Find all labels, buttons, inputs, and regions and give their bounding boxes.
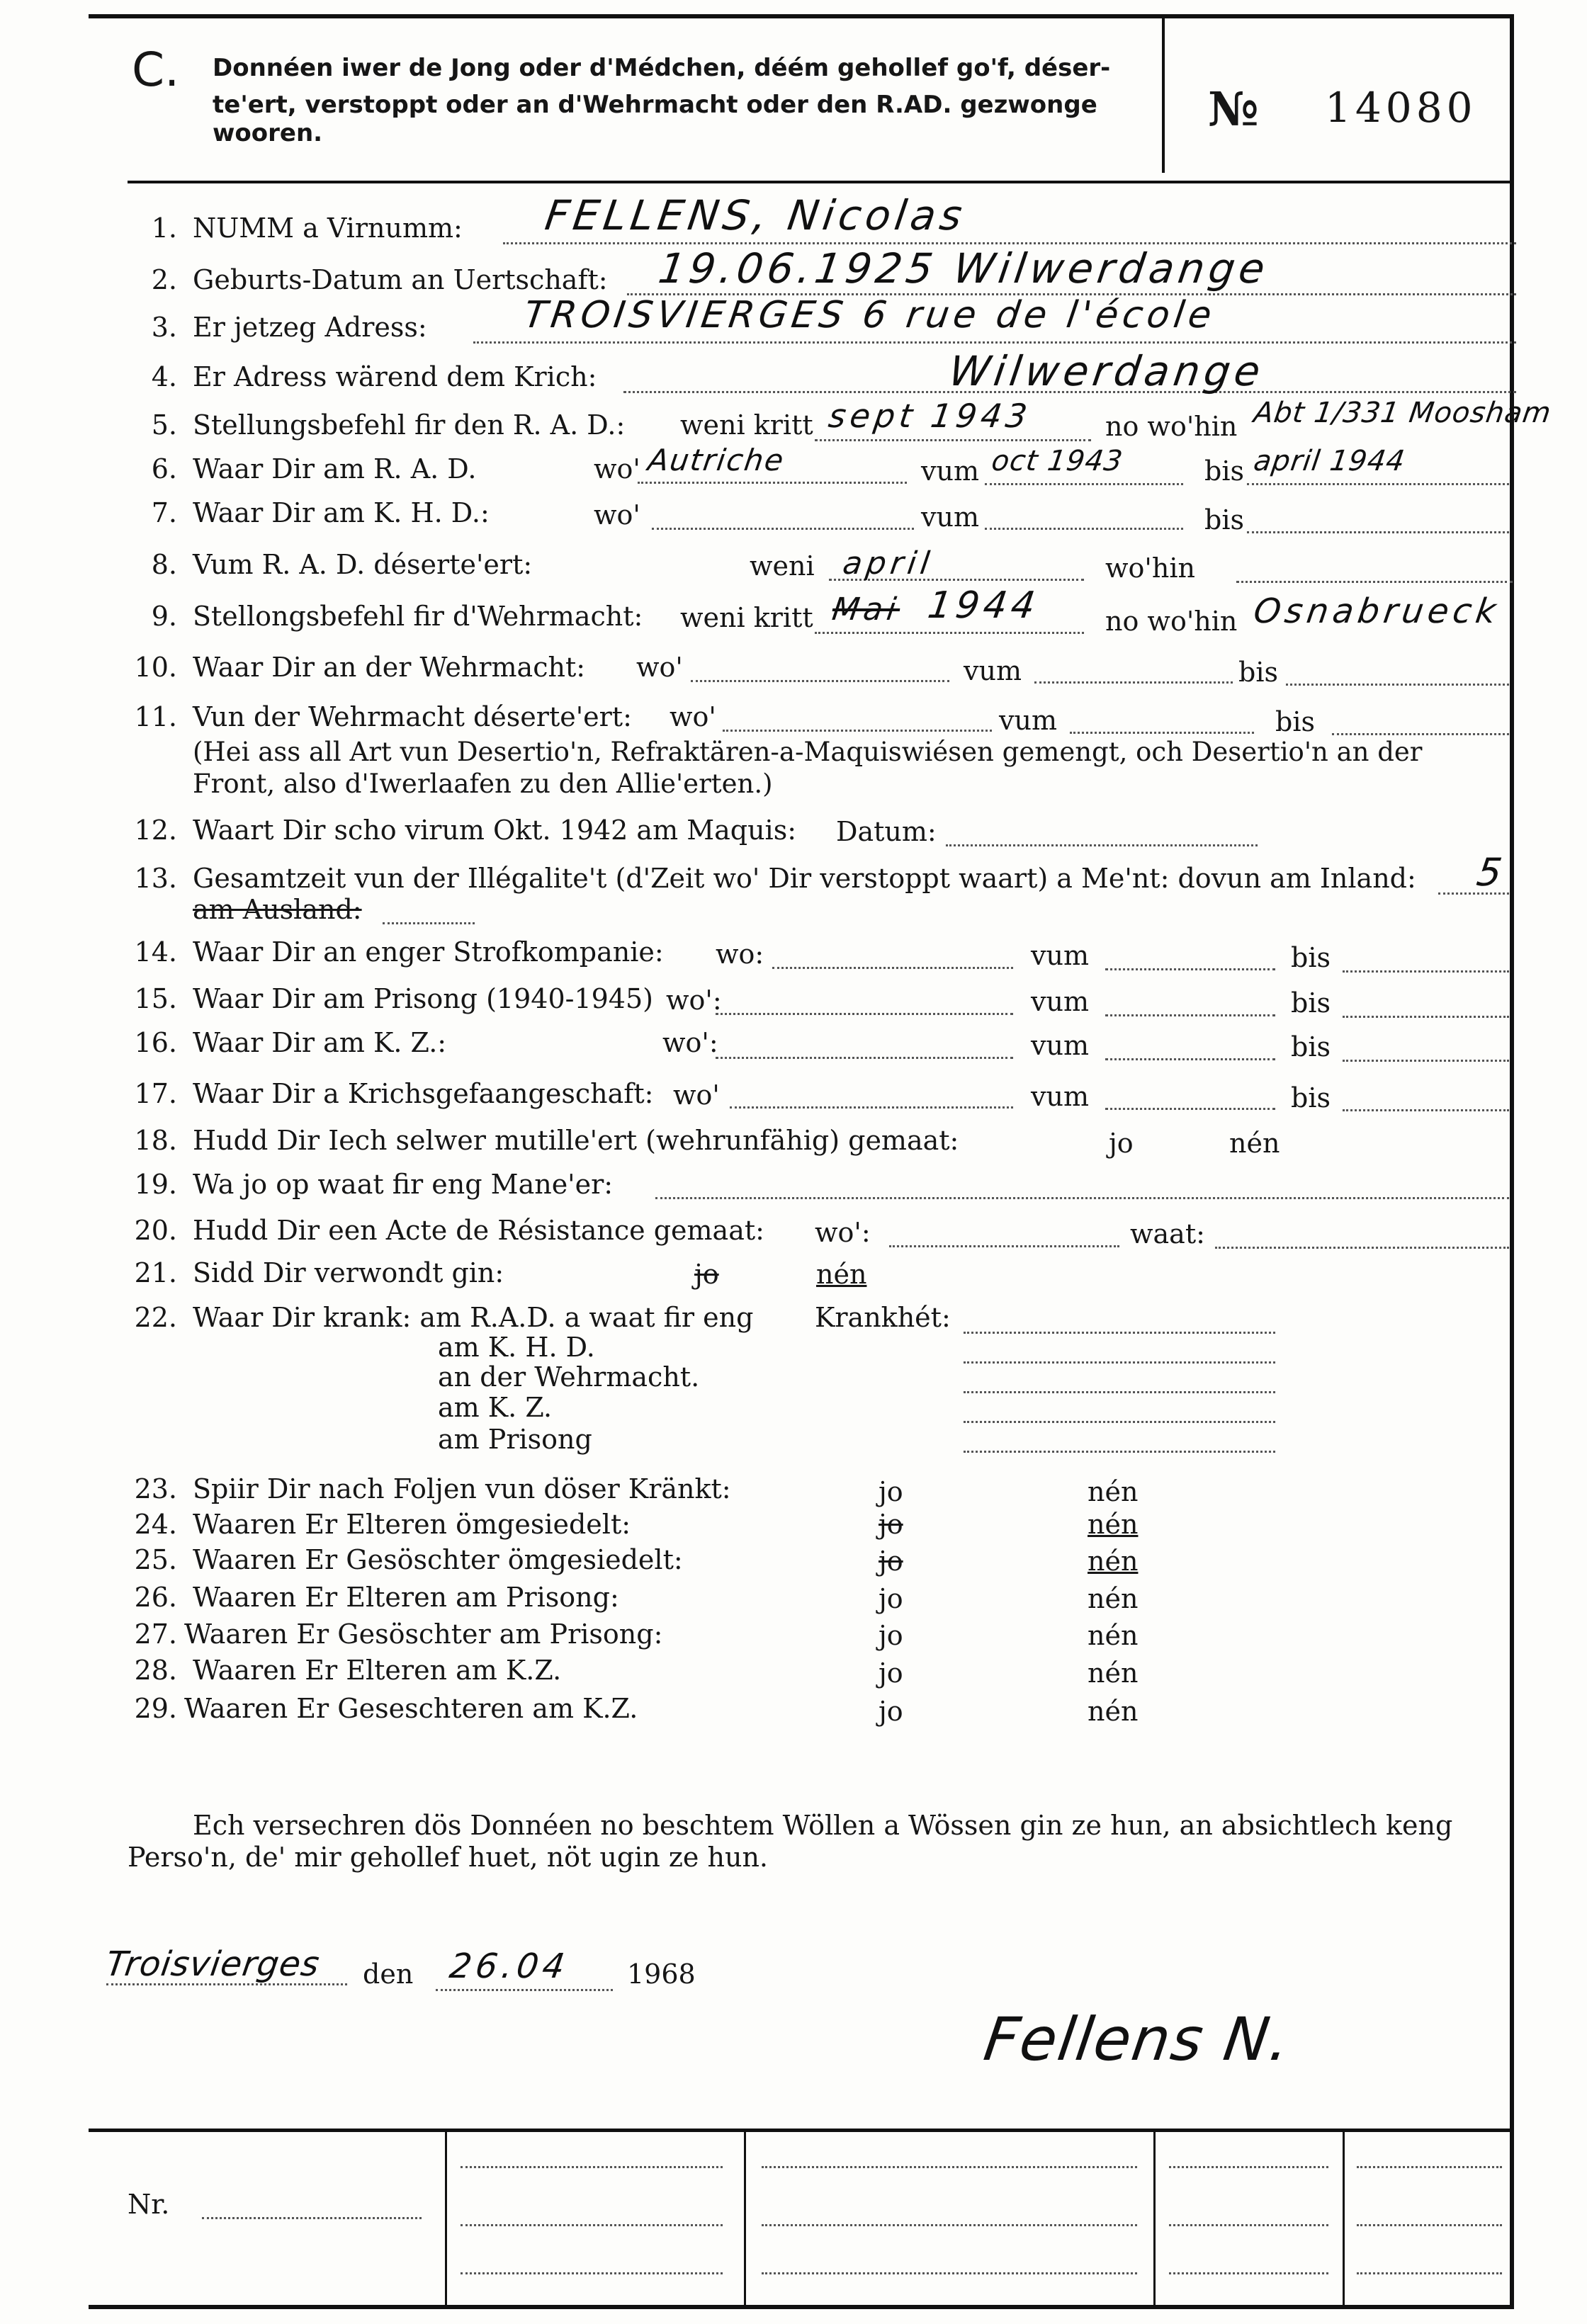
footer-col-4 xyxy=(1343,2129,1345,2306)
field-14-wo-label: wo: xyxy=(716,939,764,970)
field-20-waat-line xyxy=(1215,1247,1509,1249)
field-7-wo-line xyxy=(652,528,914,530)
field-6-bis-line xyxy=(1247,483,1509,485)
field-13-number: 13. xyxy=(134,863,177,894)
field-22-sub-2: an der Wehrmacht. xyxy=(438,1361,700,1393)
field-28-nen[interactable]: nén xyxy=(1088,1657,1139,1689)
field-6-wo-line xyxy=(638,482,907,484)
field-16-vum-line xyxy=(1105,1058,1275,1060)
field-16-wo-label: wo': xyxy=(662,1027,718,1058)
field-17-wo-line xyxy=(730,1106,1013,1109)
field-11-label: Vun der Wehrmacht déserte'ert: xyxy=(193,701,632,732)
field-20-wo-line xyxy=(889,1245,1119,1247)
field-22-line-3 xyxy=(964,1421,1275,1423)
frame-right xyxy=(1510,14,1514,2309)
field-12-label: Waart Dir scho virum Okt. 1942 am Maquis: xyxy=(193,815,797,846)
field-7-vum-line xyxy=(985,528,1183,530)
field-2-label: Geburts-Datum an Uertschaft: xyxy=(193,264,608,295)
footer-nr-line xyxy=(202,2217,422,2219)
field-26-jo[interactable]: jo xyxy=(879,1583,903,1614)
field-15-wo-label: wo': xyxy=(666,985,722,1016)
field-23-label: Spiir Dir nach Foljen vun döser Kränkt: xyxy=(193,1473,731,1504)
number-sign: № xyxy=(1208,81,1259,137)
field-11-wo-line xyxy=(723,730,992,732)
field-17-label: Waar Dir a Krichsgefaangeschaft: xyxy=(193,1078,654,1109)
field-11-bis-label: bis xyxy=(1275,706,1315,737)
field-6-vum-value[interactable]: oct 1943 xyxy=(989,445,1125,477)
field-11-number: 11. xyxy=(134,701,177,732)
field-1-number: 1. xyxy=(151,212,177,244)
footer-c2-line-2 xyxy=(461,2224,723,2226)
field-27-label: Waaren Er Gesöschter am Prisong: xyxy=(184,1619,663,1650)
footer-c4-line-2 xyxy=(1169,2224,1328,2226)
frame-top xyxy=(89,14,1513,18)
field-15-vum-label: vum xyxy=(1031,986,1089,1017)
field-20-label: Hudd Dir een Acte de Résistance gemaat: xyxy=(193,1215,764,1246)
field-5-number: 5. xyxy=(151,409,177,441)
footer-c2-line-1 xyxy=(461,2166,723,2168)
field-7-bis-label: bis xyxy=(1204,504,1244,535)
footer-c4-line-3 xyxy=(1169,2272,1328,2274)
field-24-number: 24. xyxy=(134,1509,177,1540)
field-10-bis-line xyxy=(1286,684,1509,686)
field-17-number: 17. xyxy=(134,1078,177,1109)
field-11-note-1: (Hei ass all Art vun Desertio'n, Refraktären-a-Maquiswiésen gemengt, och Desertio'n an der xyxy=(193,737,1423,767)
header-title-line-2: te'ert, verstoppt oder an d'Wehrmacht oder den R.AD. gezwonge xyxy=(213,91,1097,119)
footer-c2-line-3 xyxy=(461,2272,723,2274)
field-16-wo-line xyxy=(716,1057,1013,1059)
field-17-wo-label: wo' xyxy=(673,1079,720,1111)
field-6-number: 6. xyxy=(151,453,177,484)
field-9-number: 9. xyxy=(151,601,177,632)
field-6-label: Waar Dir am R. A. D. xyxy=(193,453,477,484)
field-28-jo[interactable]: jo xyxy=(879,1657,903,1689)
field-17-bis-line xyxy=(1343,1109,1509,1111)
field-14-number: 14. xyxy=(134,936,177,968)
field-5-weni-value[interactable]: sept 1943 xyxy=(826,397,1034,435)
field-13-label: Gesamtzeit vun der Illégalite't (d'Zeit wo' Dir verstoppt waart) a Me'nt: dovun am Inland: xyxy=(193,863,1416,894)
field-5-nowohin-value[interactable]: Abt 1/331 Moosham xyxy=(1251,397,1554,429)
header-title-line-1: Donnéen iwer de Jong oder d'Médchen, déém gehollef go'f, déser- xyxy=(213,54,1111,82)
signing-place-line xyxy=(106,1983,347,1985)
field-26-label: Waaren Er Elteren am Prisong: xyxy=(193,1582,619,1613)
field-11-note-2: Front, also d'Iwerlaafen zu den Allie'erten.) xyxy=(193,769,773,799)
field-17-bis-label: bis xyxy=(1291,1082,1331,1113)
signing-date-line xyxy=(436,1989,613,1991)
field-6-bis-value[interactable]: april 1944 xyxy=(1251,445,1408,477)
field-12-datum-label: Datum: xyxy=(836,816,937,847)
footer-c3-line-2 xyxy=(762,2224,1137,2226)
field-27-number: 27. xyxy=(134,1619,177,1650)
field-10-vum-line xyxy=(1034,681,1233,684)
field-22-line-2 xyxy=(964,1391,1275,1393)
field-1-label: NUMM a Virnumm: xyxy=(193,212,463,244)
field-21-label: Sidd Dir verwondt gin: xyxy=(193,1257,504,1288)
field-10-label: Waar Dir an der Wehrmacht: xyxy=(193,652,586,683)
field-24-jo[interactable]: jo xyxy=(879,1509,903,1540)
field-20-number: 20. xyxy=(134,1215,177,1246)
field-9-nowohin-label: no wo'hin xyxy=(1105,606,1238,637)
field-10-number: 10. xyxy=(134,652,177,683)
field-22-label: Waar Dir krank: am R.A.D. a waat fir eng xyxy=(193,1302,754,1333)
field-11-bis-line xyxy=(1332,733,1509,735)
header-title-line-3: wooren. xyxy=(213,119,323,147)
field-9-weni-struck[interactable]: Mai xyxy=(830,591,903,628)
field-23-jo[interactable]: jo xyxy=(879,1476,903,1507)
field-18-nen[interactable]: nén xyxy=(1229,1128,1280,1159)
field-14-bis-label: bis xyxy=(1291,942,1331,973)
field-7-bis-line xyxy=(1247,531,1509,533)
field-3-label: Er jetzeg Adress: xyxy=(193,312,427,343)
declaration-line-2: Perso'n, de' mir gehollef huet, nöt ugin ze hun. xyxy=(128,1842,769,1873)
field-8-weni-label: weni xyxy=(750,550,815,582)
field-27-jo[interactable]: jo xyxy=(879,1620,903,1651)
footer-nr-label: Nr. xyxy=(128,2189,170,2220)
field-9-weni-label: weni kritt xyxy=(680,602,813,633)
field-8-wohin-line xyxy=(1236,581,1513,583)
field-14-bis-line xyxy=(1343,970,1509,973)
field-18-number: 18. xyxy=(134,1125,177,1156)
form-number: 14080 xyxy=(1325,84,1477,132)
field-7-wo-label: wo' xyxy=(594,499,640,531)
field-9-nowohin-value[interactable]: Osnabrueck xyxy=(1251,591,1503,631)
field-16-number: 16. xyxy=(134,1027,177,1058)
field-17-vum-label: vum xyxy=(1031,1081,1089,1112)
field-1-value[interactable]: FELLENS, Nicolas xyxy=(542,191,969,239)
field-13-ausland-line xyxy=(383,922,475,924)
field-8-number: 8. xyxy=(151,549,177,580)
field-3-value[interactable]: TROISVIERGES 6 rue de l'école xyxy=(521,294,1219,336)
field-6-wo-value[interactable]: Autriche xyxy=(645,443,787,477)
footer-c5-line-2 xyxy=(1357,2224,1502,2226)
field-22-number: 22. xyxy=(134,1302,177,1333)
field-16-label: Waar Dir am K. Z.: xyxy=(193,1027,447,1058)
field-15-label: Waar Dir am Prisong (1940-1945) xyxy=(193,983,653,1014)
field-29-nen[interactable]: nén xyxy=(1088,1696,1139,1727)
field-9-weni-line xyxy=(815,632,1084,634)
field-16-bis-line xyxy=(1343,1060,1509,1062)
field-11-vum-label: vum xyxy=(999,705,1057,736)
footer-c4-line-1 xyxy=(1169,2166,1328,2168)
field-14-vum-line xyxy=(1105,968,1275,970)
field-16-bis-label: bis xyxy=(1291,1031,1331,1062)
field-21-number: 21. xyxy=(134,1257,177,1288)
field-22-sub-3: am K. Z. xyxy=(438,1392,553,1423)
field-4-label: Er Adress wärend dem Krich: xyxy=(193,361,597,392)
header-divider-horizontal xyxy=(128,181,1513,183)
field-29-number: 29. xyxy=(134,1693,177,1724)
field-7-label: Waar Dir am K. H. D.: xyxy=(193,497,490,528)
field-21-nen[interactable]: nén xyxy=(816,1259,867,1290)
field-23-nen[interactable]: nén xyxy=(1088,1476,1139,1507)
field-24-nen[interactable]: nén xyxy=(1088,1509,1139,1540)
field-29-jo[interactable]: jo xyxy=(879,1696,903,1727)
field-23-number: 23. xyxy=(134,1473,177,1504)
field-15-number: 15. xyxy=(134,983,177,1014)
footer-c3-line-1 xyxy=(762,2166,1137,2168)
field-12-number: 12. xyxy=(134,815,177,846)
declaration-line-1: Ech versechren dös Donnéen no beschtem Wöllen a Wössen gin ze hun, an absichtlech keng xyxy=(193,1810,1453,1841)
field-10-bis-label: bis xyxy=(1238,657,1278,688)
section-letter: C. xyxy=(132,42,180,97)
field-20-waat-label: waat: xyxy=(1130,1218,1205,1249)
field-13-ausland-label: am Ausland: xyxy=(193,894,362,925)
field-24-label: Waaren Er Elteren ömgesiedelt: xyxy=(193,1509,631,1540)
field-15-wo-line xyxy=(716,1013,1013,1015)
field-19-line xyxy=(655,1197,1509,1199)
field-25-number: 25. xyxy=(134,1544,177,1575)
field-13-inland-value[interactable]: 5 xyxy=(1474,850,1509,895)
field-4-number: 4. xyxy=(151,361,177,392)
field-10-wo-line xyxy=(691,680,949,682)
field-18-label: Hudd Dir Iech selwer mutille'ert (wehrunfähig) gemaat: xyxy=(193,1125,959,1156)
field-5-weni-label: weni kritt xyxy=(680,409,813,441)
field-25-nen[interactable]: nén xyxy=(1088,1546,1139,1577)
field-22-sub-1: am K. H. D. xyxy=(438,1332,595,1363)
footer-c5-line-3 xyxy=(1357,2272,1502,2274)
frame-bottom xyxy=(89,2305,1513,2309)
header-divider-vertical xyxy=(1162,18,1165,173)
field-15-bis-label: bis xyxy=(1291,987,1331,1019)
field-11-wo-label: wo' xyxy=(670,701,716,732)
field-7-vum-label: vum xyxy=(921,501,979,533)
footer-col-3 xyxy=(1153,2129,1156,2306)
field-10-vum-label: vum xyxy=(964,655,1022,686)
field-4-value[interactable]: Wilwerdange xyxy=(946,347,1267,395)
field-3-line xyxy=(473,341,1516,344)
field-25-label: Waaren Er Gesöschter ömgesiedelt: xyxy=(193,1544,683,1575)
field-5-label: Stellungsbefehl fir den R. A. D.: xyxy=(193,409,626,441)
field-22-krankhet: Krankhét: xyxy=(815,1302,951,1333)
field-15-bis-line xyxy=(1343,1016,1509,1018)
field-6-vum-line xyxy=(985,483,1183,485)
field-17-vum-line xyxy=(1105,1108,1275,1110)
field-2-value[interactable]: 19.06.1925 Wilwerdange xyxy=(655,244,1272,293)
signing-date[interactable]: 26.04 xyxy=(447,1946,572,1986)
signing-year: 1968 xyxy=(627,1959,696,1990)
field-9-label: Stellongsbefehl fir d'Wehrmacht: xyxy=(193,601,643,632)
field-10-wo-label: wo' xyxy=(636,652,683,683)
field-18-jo[interactable]: jo xyxy=(1109,1128,1134,1159)
field-7-number: 7. xyxy=(151,497,177,528)
field-22-line-4 xyxy=(964,1451,1275,1453)
field-21-jo[interactable]: jo xyxy=(694,1259,719,1290)
signing-den-label: den xyxy=(363,1959,414,1990)
field-26-number: 26. xyxy=(134,1582,177,1613)
field-8-wohin-label: wo'hin xyxy=(1105,552,1195,584)
field-15-vum-line xyxy=(1105,1014,1275,1016)
field-2-number: 2. xyxy=(151,264,177,295)
footer-c5-line-1 xyxy=(1357,2166,1502,2168)
field-3-number: 3. xyxy=(151,312,177,343)
field-22-line-0 xyxy=(964,1332,1275,1334)
field-19-label: Wa jo op waat fir eng Mane'er: xyxy=(193,1169,614,1200)
field-5-weni-line xyxy=(815,439,1091,441)
footer-col-2 xyxy=(744,2129,746,2306)
field-29-label: Waaren Er Geseschteren am K.Z. xyxy=(184,1693,638,1724)
field-11-vum-line xyxy=(1070,732,1254,734)
field-28-number: 28. xyxy=(134,1655,177,1686)
field-14-label: Waar Dir an enger Strofkompanie: xyxy=(193,936,664,968)
field-20-wo-label: wo': xyxy=(815,1217,871,1248)
signature[interactable]: Fellens N. xyxy=(980,2005,1296,2074)
field-6-bis-label: bis xyxy=(1204,455,1244,487)
field-28-label: Waaren Er Elteren am K.Z. xyxy=(193,1655,562,1686)
field-16-vum-label: vum xyxy=(1031,1030,1089,1061)
field-12-datum-line xyxy=(946,844,1258,846)
field-25-jo[interactable]: jo xyxy=(879,1546,903,1577)
field-5-nowohin-label: no wo'hin xyxy=(1105,411,1238,442)
footer-col-1 xyxy=(445,2129,447,2306)
footer-c3-line-3 xyxy=(762,2272,1137,2274)
field-9-weni-value[interactable]: 1944 xyxy=(925,584,1042,627)
field-8-label: Vum R. A. D. déserte'ert: xyxy=(193,549,533,580)
signing-place[interactable]: Troisvierges xyxy=(103,1944,322,1984)
field-19-number: 19. xyxy=(134,1169,177,1200)
field-22-sub-4: am Prisong xyxy=(438,1424,592,1455)
field-6-vum-label: vum xyxy=(921,455,979,487)
field-14-vum-label: vum xyxy=(1031,940,1089,971)
field-14-wo-line xyxy=(772,967,1013,969)
field-27-nen[interactable]: nén xyxy=(1088,1620,1139,1651)
field-8-weni-value[interactable]: april xyxy=(840,545,937,582)
field-22-line-1 xyxy=(964,1361,1275,1364)
footer-table-top xyxy=(89,2129,1513,2132)
field-6-wo-label: wo' xyxy=(594,453,640,484)
field-26-nen[interactable]: nén xyxy=(1088,1583,1139,1614)
